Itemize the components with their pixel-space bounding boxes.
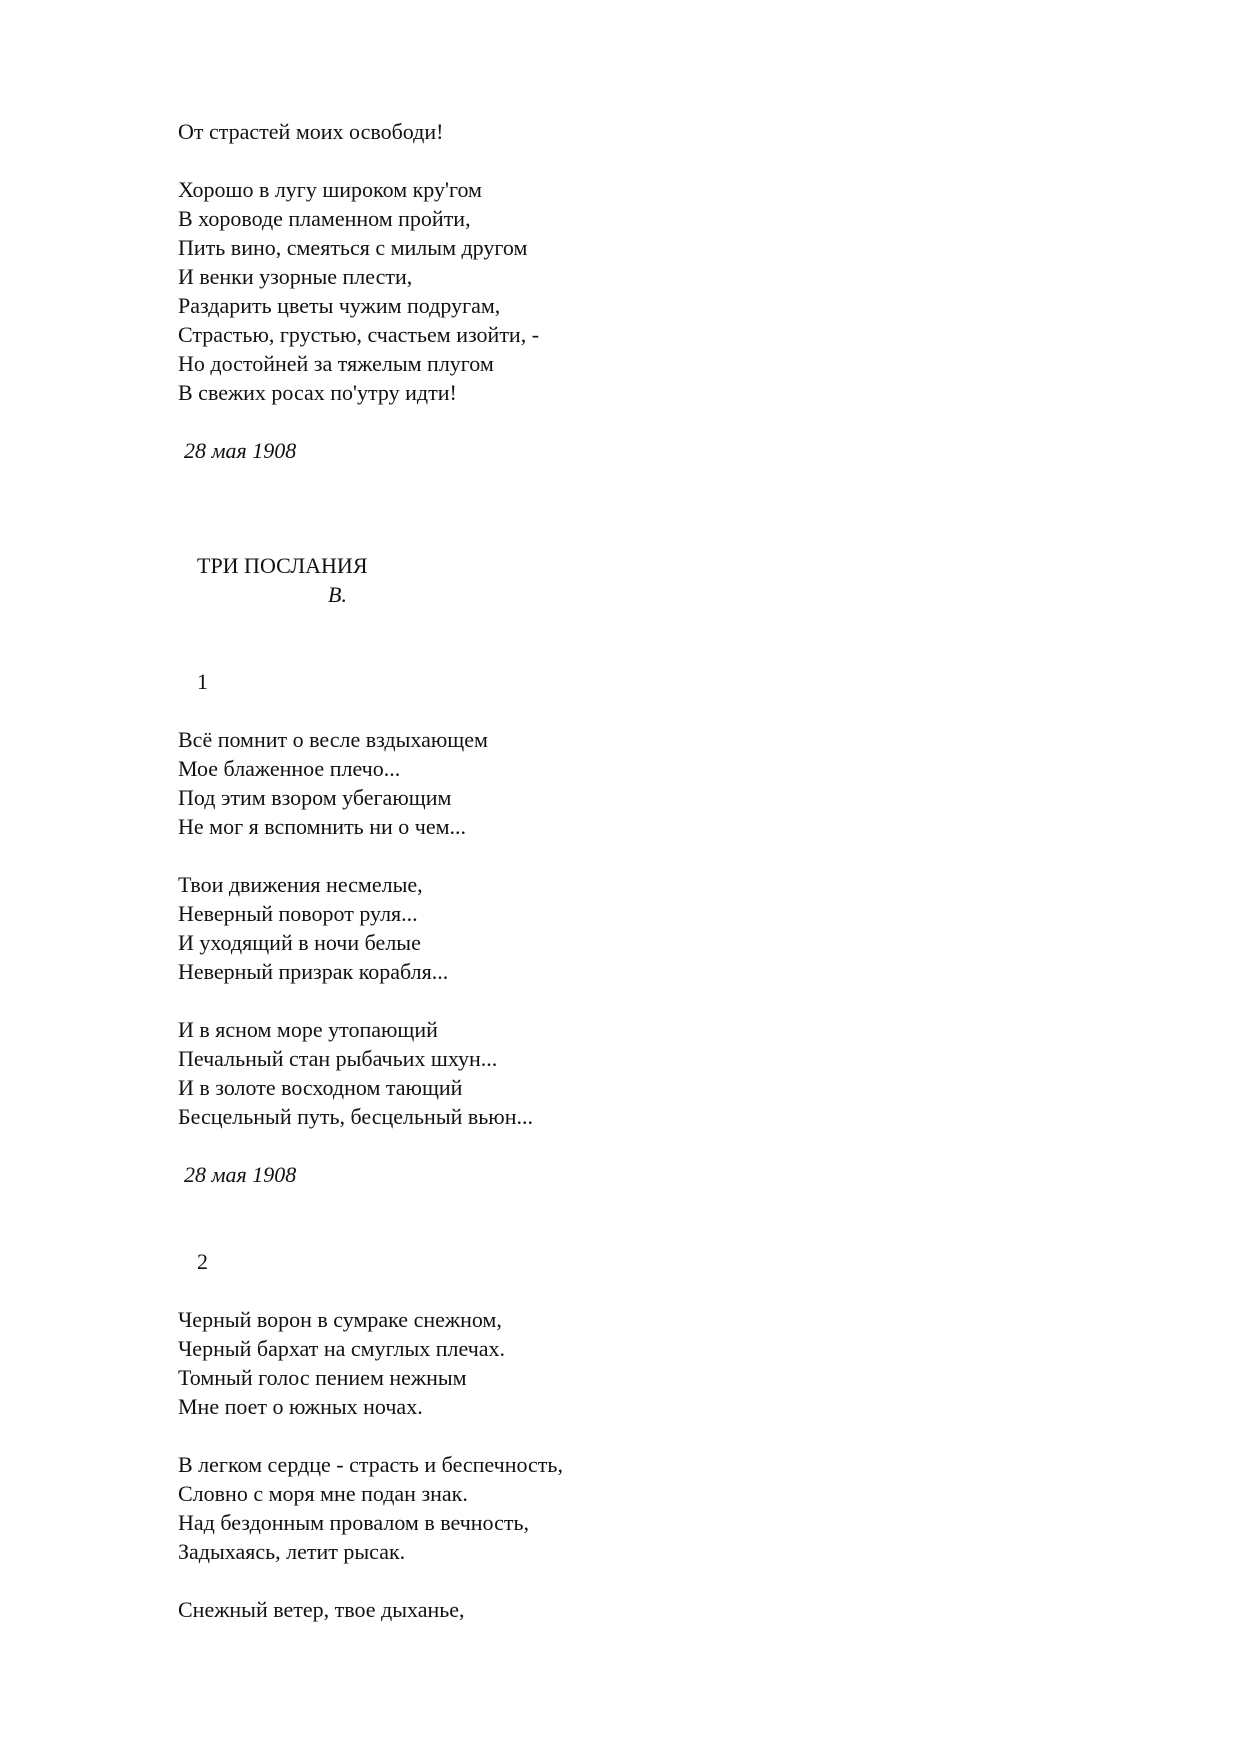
poem-line: Словно с моря мне подан знак. [178,1481,468,1506]
poem-line: Задыхаясь, летит рысак. [178,1539,406,1564]
poem-line: Хорошо в лугу широком кру'гом [178,177,482,202]
poem-line: Под этим взором убегающим [178,785,452,810]
poem-line: Неверный поворот руля... [178,901,418,926]
cycle-title: ТРИ ПОСЛАНИЯ [197,553,368,578]
cycle-dedication: В. [328,582,347,607]
poem-line: И в ясном море утопающий [178,1017,438,1042]
poem-date: 28 мая 1908 [184,438,297,463]
poem-line: Черный бархат на смуглых плечах. [178,1336,506,1361]
poem-line: Мое блаженное плечо... [178,756,401,781]
poem-line: Неверный призрак корабля... [178,959,449,984]
poem-line: В легком сердце - страсть и беспечность, [178,1452,563,1477]
poem-number: 1 [197,669,208,694]
poem-line: Над бездонным провалом в вечность, [178,1510,529,1535]
poem-line: От страстей моих освободи! [178,119,444,144]
poem-number: 2 [197,1249,208,1274]
poem-line: В хороводе пламенном пройти, [178,206,471,231]
poem-line: И венки узорные плести, [178,264,413,289]
poem-line: Не мог я вспомнить ни о чем... [178,814,467,839]
poem-line: Раздарить цветы чужим подругам, [178,293,501,318]
poem-line: Черный ворон в сумраке снежном, [178,1307,502,1332]
poem-line: Пить вино, смеяться с милым другом [178,235,528,260]
poem-line: Но достойней за тяжелым плугом [178,351,494,376]
poem-line: Снежный ветер, твое дыханье, [178,1597,465,1622]
poem-line: Твои движения несмелые, [178,872,423,897]
poem-line: Мне поет о южных ночах. [178,1394,423,1419]
poem-line: Бесцельный путь, бесцельный вьюн... [178,1104,533,1129]
poem-line: Печальный стан рыбачьих шхун... [178,1046,498,1071]
poem-line: И уходящий в ночи белые [178,930,421,955]
poem-date: 28 мая 1908 [184,1162,297,1187]
poem-line: Томный голос пением нежным [178,1365,467,1390]
poem-line: И в золоте восходном тающий [178,1075,463,1100]
poem-line: В свежих росах по'утру идти! [178,380,457,405]
poem-line: Страстью, грустью, счастьем изойти, - [178,322,540,347]
poem-line: Всё помнит о весле вздыхающем [178,727,488,752]
